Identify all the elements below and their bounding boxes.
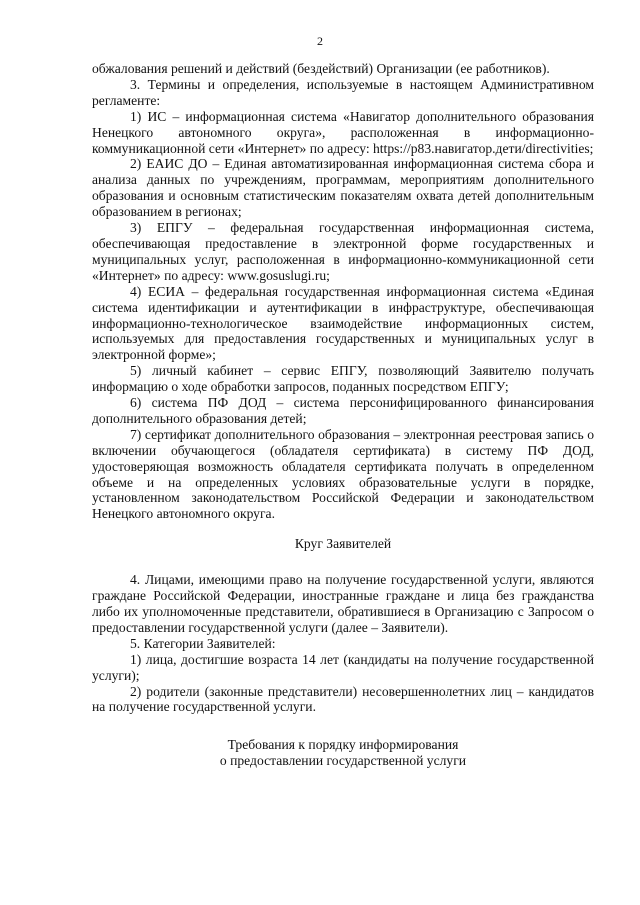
section-title-requirements-line-2: о предоставлении государственной услуги [219,753,467,769]
paragraph-terms-intro: 3. Термины и определения, используемые в настоящем Административном регламенте: [92,76,594,108]
paragraph-applicants-category-2: 2) родители (законные представители) несовершеннолетних лиц – кандидатов на получение государственной услуги. [92,683,594,715]
section-title-applicants: Круг Заявителей [294,536,392,552]
document-body [92,61,594,769]
paragraph-term-personal-account: 5) личный кабинет – сервис ЕПГУ, позволяющий Заявителю получать информацию о ходе обработки запросов, поданных посредством ЕПГУ; [92,363,594,395]
paragraph-applicants-5: 5. Категории Заявителей: [130,635,276,651]
paragraph-applicants-category-1: 1) лица, достигшие возраста 14 лет (кандидаты на получение государственной услуги); [92,651,594,683]
paragraph-term-eais: 2) ЕАИС ДО – Единая автоматизированная информационная система сбора и анализа данных по учреждениям, программам, мероприятиям дополнительного образования и основным статистическим показателям охвата детей дополнительным образованием в регионах; [92,156,594,220]
paragraph-term-esia: 4) ЕСИА – федеральная государственная информационная система «Единая система идентификации и аутентификации в инфраструктуре, обеспечивающая информационно-технологическое взаимодействие информационных систем, используемых для предоставления государственных и муниципальных услуг в электронной форме»; [92,283,594,363]
paragraph-applicants-4: 4. Лицами, имеющими право на получение государственной услуги, являются граждане Российской Федерации, иностранные граждане и лица без гражданства либо их уполномоченные представители, обратившиеся в Организацию с Запросом о предоставлении государственной услуги (далее – Заявители). [92,572,594,635]
paragraph-term-epgu: 3) ЕПГУ – федеральная государственная информационная система, обеспечивающая предоставление в электронной форме государственных и муниципальных услуг, расположенная в информационно-коммуникационной сети «Интернет» по адресу: www.gosuslugi.ru; [92,220,594,283]
paragraph-term-is: 1) ИС – информационная система «Навигатор дополнительного образования Ненецкого автономного округа», расположенная в информационно-коммуникационной сети «Интернет» по адресу: https://p83.навигатор.дети/directivities; [92,108,594,156]
paragraph-term-pf-dod: 6) система ПФ ДОД – система персонифицированного финансирования дополнительного образования детей; [92,395,594,426]
paragraph-continuation: обжалования решений и действий (бездействий) Организации (ее работников). [92,61,550,76]
section-title-requirements-line-1: Требования к порядку информирования [227,737,459,753]
page-number: 2 [317,34,323,48]
paragraph-term-certificate: 7) сертификат дополнительного образования – электронная реестровая запись о включении обучающегося (обладателя сертификата) в систему ПФ ДОД, удостоверяющая возможность обладателя сертификата получать в определенном объеме и на определенных условиях образовательные услуги в порядке, установленном законодательством Российской Федерации и законодательством Ненецкого автономного округа. [92,426,594,522]
